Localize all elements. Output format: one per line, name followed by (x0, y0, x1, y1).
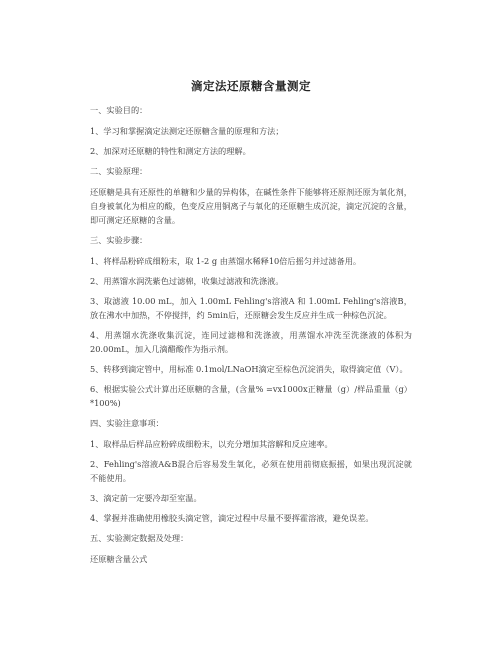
paragraph: 6、根据实验公式计算出还原糖的含量，(含量% =vx1000x正糖量（g）/样品重量（g）*100%) (90, 384, 412, 408)
paragraph: 1、取样品后样品应粉碎成细粉末，以充分增加其溶解和反应速率。 (90, 439, 333, 449)
paragraph: 2、Fehling's溶液A&B混合后容易发生氧化，必须在使用前彻底振摇，如果出现沉淀就不能使用。 (90, 459, 412, 483)
section-heading-steps: 三、实验步骤： (90, 235, 148, 245)
section-heading-data: 五、实验测定数据及处理： (90, 533, 189, 543)
paragraph: 4、用蒸馏水洗涤收集沉淀，连同过滤棉和洗涤液，用蒸馏水冲洗至洗涤液的体积为20.00mL，加入几滴醋酸作为指示剂。 (90, 330, 412, 354)
paragraph: 5、转移到滴定管中，用标准 0.1mol/LNaOH滴定至棕色沉淀消失，取得滴定值（V）。 (90, 364, 408, 374)
paragraph: 还原糖含量公式 (90, 554, 148, 564)
paragraph: 1、学习和掌握滴定法测定还原糖含量的原理和方法； (90, 126, 284, 136)
paragraph: 3、取滤液 10.00 mL，加入 1.00mL Fehling's溶液A 和 1.00mL Fehling's溶液B，放在沸水中加热，不停搅拌，约 5min后，还原糖会发生反应并生成一种棕色沉淀。 (90, 296, 412, 320)
section-heading-purpose: 一、实验目的： (90, 105, 148, 115)
section-heading-notes: 四、实验注意事项： (90, 418, 164, 428)
paragraph: 1、将样品粉碎成细粉末，取 1-2 g 由蒸馏水稀释10倍后摇匀并过滤备用。 (90, 256, 362, 266)
document-title: 滴定法还原糖含量测定 (191, 79, 311, 93)
paragraph: 3、滴定前一定要冷却至室温。 (90, 493, 202, 503)
paragraph: 2、用蒸馏水润洗紫色过滤棉，收集过滤液和洗涤液。 (90, 276, 284, 286)
section-heading-principle: 二、实验原理： (90, 166, 148, 176)
paragraph: 4、掌握并准确使用橡胶头滴定管，滴定过程中尽量不要挥霍溶液，避免误差。 (90, 513, 374, 523)
paragraph: 2、加深对还原糖的特性和测定方法的理解。 (90, 146, 251, 156)
paragraph: 还原糖是具有还原性的单糖和少量的异构体，在碱性条件下能够将还原剂还原为氧化剂，自身被氧化为相应的酸，色变反应用铜离子与氧化的还原糖生成沉淀，滴定沉淀的含量，即可测定还原糖的含量。 (90, 187, 412, 225)
